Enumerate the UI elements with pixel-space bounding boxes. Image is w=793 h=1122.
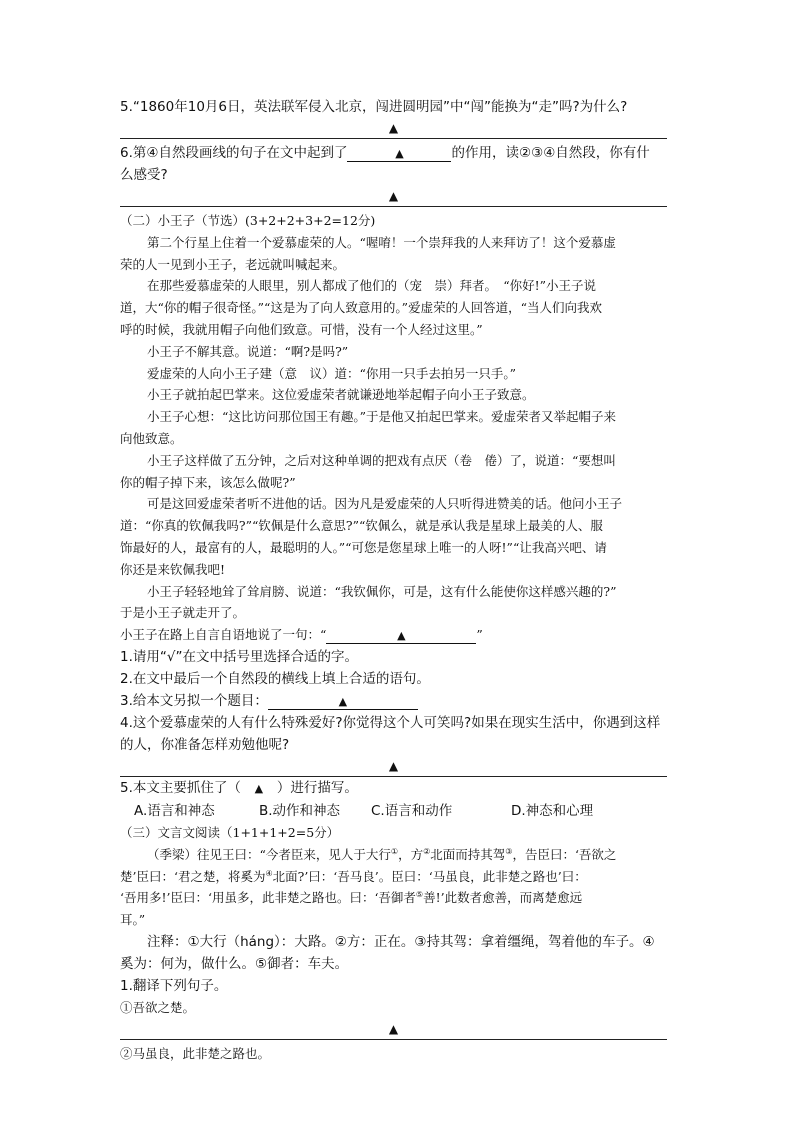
answer-marker: ▲ [254,781,264,795]
option-d[interactable]: D.神态和心理 [511,802,594,819]
text: 楚’臣曰：‘君之楚，将奚为 [120,868,266,884]
subquestion-3-prefix: 3.给本文另拟一个题目： [120,692,268,709]
answer-line-translate-1[interactable] [120,1019,667,1040]
passage-line: 向他致意。 [120,430,183,446]
answer-line-q5[interactable] [120,118,667,139]
classical-text-line [120,844,667,866]
blank-title[interactable] [268,695,418,710]
passage-line: 道，大“你的帽子很奇怪。”“这是为了向人致意用的。”爱虚荣的人回答道，“当人们向我欢 [120,300,602,316]
passage-line: 荣的人一见到小王子，老远就叫喊起来。 [120,256,346,272]
passage-line: 呼的时候，我就用帽子向他们致意。可惜，没有一个人经过这里。” [120,321,483,337]
passage-line: 小王子就拍起巴掌来。这位爱虚荣者就谦逊地举起帽子向小王子致意。 [147,387,535,403]
text: ，方 [398,846,424,862]
text: 北面而持其驾 [430,846,506,862]
text: ，告臣曰：‘吾欲之 [512,846,617,862]
classical-text-line: 耳。” [120,912,146,928]
passage-line: 小王子轻轻地耸了耸肩膀、说道：“我钦佩你，可是，这有什么能使你这样感兴趣的?” [147,583,617,599]
question-6-prefix: 6.第④自然段画线的句子在文中起到了 [120,145,348,161]
note-ref: ④ [265,868,273,878]
note-ref: ① [390,846,399,856]
translate-item-2: ②马虽良，此非楚之路也。 [120,1045,271,1061]
passage-line: 小王子心想：“这比访问那位国王有趣。”于是他又拍起巴掌来。爱虚荣者又举起帽子来 [147,409,617,425]
blank-passage-ending[interactable] [326,629,476,644]
section-3-heading: （三）文言文阅读（1+1+1+2=5分） [120,824,340,840]
answer-line-q6[interactable] [120,186,667,207]
subquestion-4-line2: 的人，你准备怎样劝勉他呢? [120,736,290,753]
question-6-line2: 么感受? [120,167,168,183]
subquestion-5-prefix: 5.本文主要抓住了（ [120,779,241,796]
question-6-suffix: 的作用，读②③④自然段，你有什 [451,145,650,161]
passage-fill-suffix: ” [476,627,483,643]
text: 善!’此数者愈善，而离楚愈远 [423,890,583,906]
text: 北面?’曰：‘吾马良’。臣曰：‘马虽良，此非楚之路也’曰： [272,868,587,884]
passage-line: 于是小王子就走开了。 [120,605,246,621]
passage-line: 爱虚荣的人向小王子建（意 议）道：“你用一只手去拍另一只手。” [147,365,517,381]
options-row [120,800,667,822]
classical-text-line [120,866,667,888]
translate-item-1: ①吾欲之楚。 [120,999,196,1015]
text: ‘吾用多!’臣曰：‘用虽多，此非楚之路也。曰：‘吾御者 [120,890,416,906]
answer-marker: ▲ [388,189,399,203]
option-c[interactable]: C.语言和动作 [371,802,453,819]
option-b[interactable]: B.动作和神态 [259,802,341,819]
worksheet-content [120,96,667,1065]
answer-marker: ▲ [388,1021,399,1036]
answer-marker: ▲ [395,147,404,160]
note-ref: ② [423,846,431,856]
passage-line: 小王子不解其意。说道：“啊?是吗?” [147,343,349,359]
classical-text-line [120,887,667,909]
note-ref: ③ [505,846,513,856]
notes-line2: 奚为：何为，做什么。⑤御者：车夫。 [120,955,349,972]
answer-marker: ▲ [338,694,348,708]
passage-line: 第二个行星上住着一个爱慕虚荣的人。“喔唷！一个崇拜我的人来拜访了！这个爱慕虚 [147,234,616,250]
passage-fill-prefix: 小王子在路上自言自语地说了一句：“ [120,627,327,643]
option-a[interactable]: A.语言和神态 [134,802,215,819]
subquestion-1: 1.请用“√”在文中括号里选择合适的字。 [120,648,358,665]
answer-marker: ▲ [388,758,399,773]
passage-line: 可是这回爱虚荣者听不进他的话。因为凡是爱虚荣的人只听得进赞美的话。他问小王子 [147,496,623,512]
answer-marker: ▲ [388,121,399,135]
answer-line-subquestion-4[interactable] [120,756,667,777]
translate-question: 1.翻译下列句子。 [120,977,228,994]
passage-line: 小王子这样做了五分钟，之后对这种单调的把戏有点厌（卷 倦）了，说道：“要想叫 [147,452,616,468]
question-6 [120,142,667,164]
passage-line: 饰最好的人，最富有的人，最聪明的人。”“可您是您星球上唯一的人呀!”“让我高兴吧、请 [120,539,607,555]
subquestion-4: 4.这个爱慕虚荣的人有什么特殊爱好?你觉得这个人可笑吗?如果在现实生活中，你遇到这样 [120,714,661,731]
answer-marker: ▲ [397,629,406,643]
section-2-heading: （二）小王子（节选）(3+2+2+3+2=12分) [120,213,376,228]
blank-q6[interactable] [347,147,451,162]
notes: 注释：①大行（háng）：大路。②方：正在。③持其驾：拿着缰绳，驾着他的车子。④ [147,933,655,950]
passage-line: 你的帽子掉下来，该怎么做呢?” [120,474,296,490]
passage-fill-line [120,624,667,646]
passage-line: 你还是来钦佩我吧! [120,561,226,577]
choice-slot[interactable] [241,778,277,800]
passage-line: 道：“你真的钦佩我吗?”“钦佩是什么意思?”“钦佩么，就是承认我是星球上最美的人、服 [120,518,603,534]
question-5: 5.“1860年10月6日，英法联军侵入北京，闯进圆明园”中“闯”能换为“走”吗?为什么? [120,99,628,115]
passage-line: 在那些爱慕虚荣的人眼里，别人都成了他们的（宠 崇）拜者。 “你好!”小王子说 [147,278,597,294]
subquestion-3 [120,690,667,712]
text: （季梁）往见王曰：“今者臣来，见人于大行 [147,846,391,862]
note-ref: ⑤ [415,890,424,900]
subquestion-5 [120,777,667,800]
subquestion-5-suffix: ）进行描写。 [276,779,358,796]
subquestion-2: 2.在文中最后一个自然段的横线上填上合适的语句。 [120,670,430,687]
